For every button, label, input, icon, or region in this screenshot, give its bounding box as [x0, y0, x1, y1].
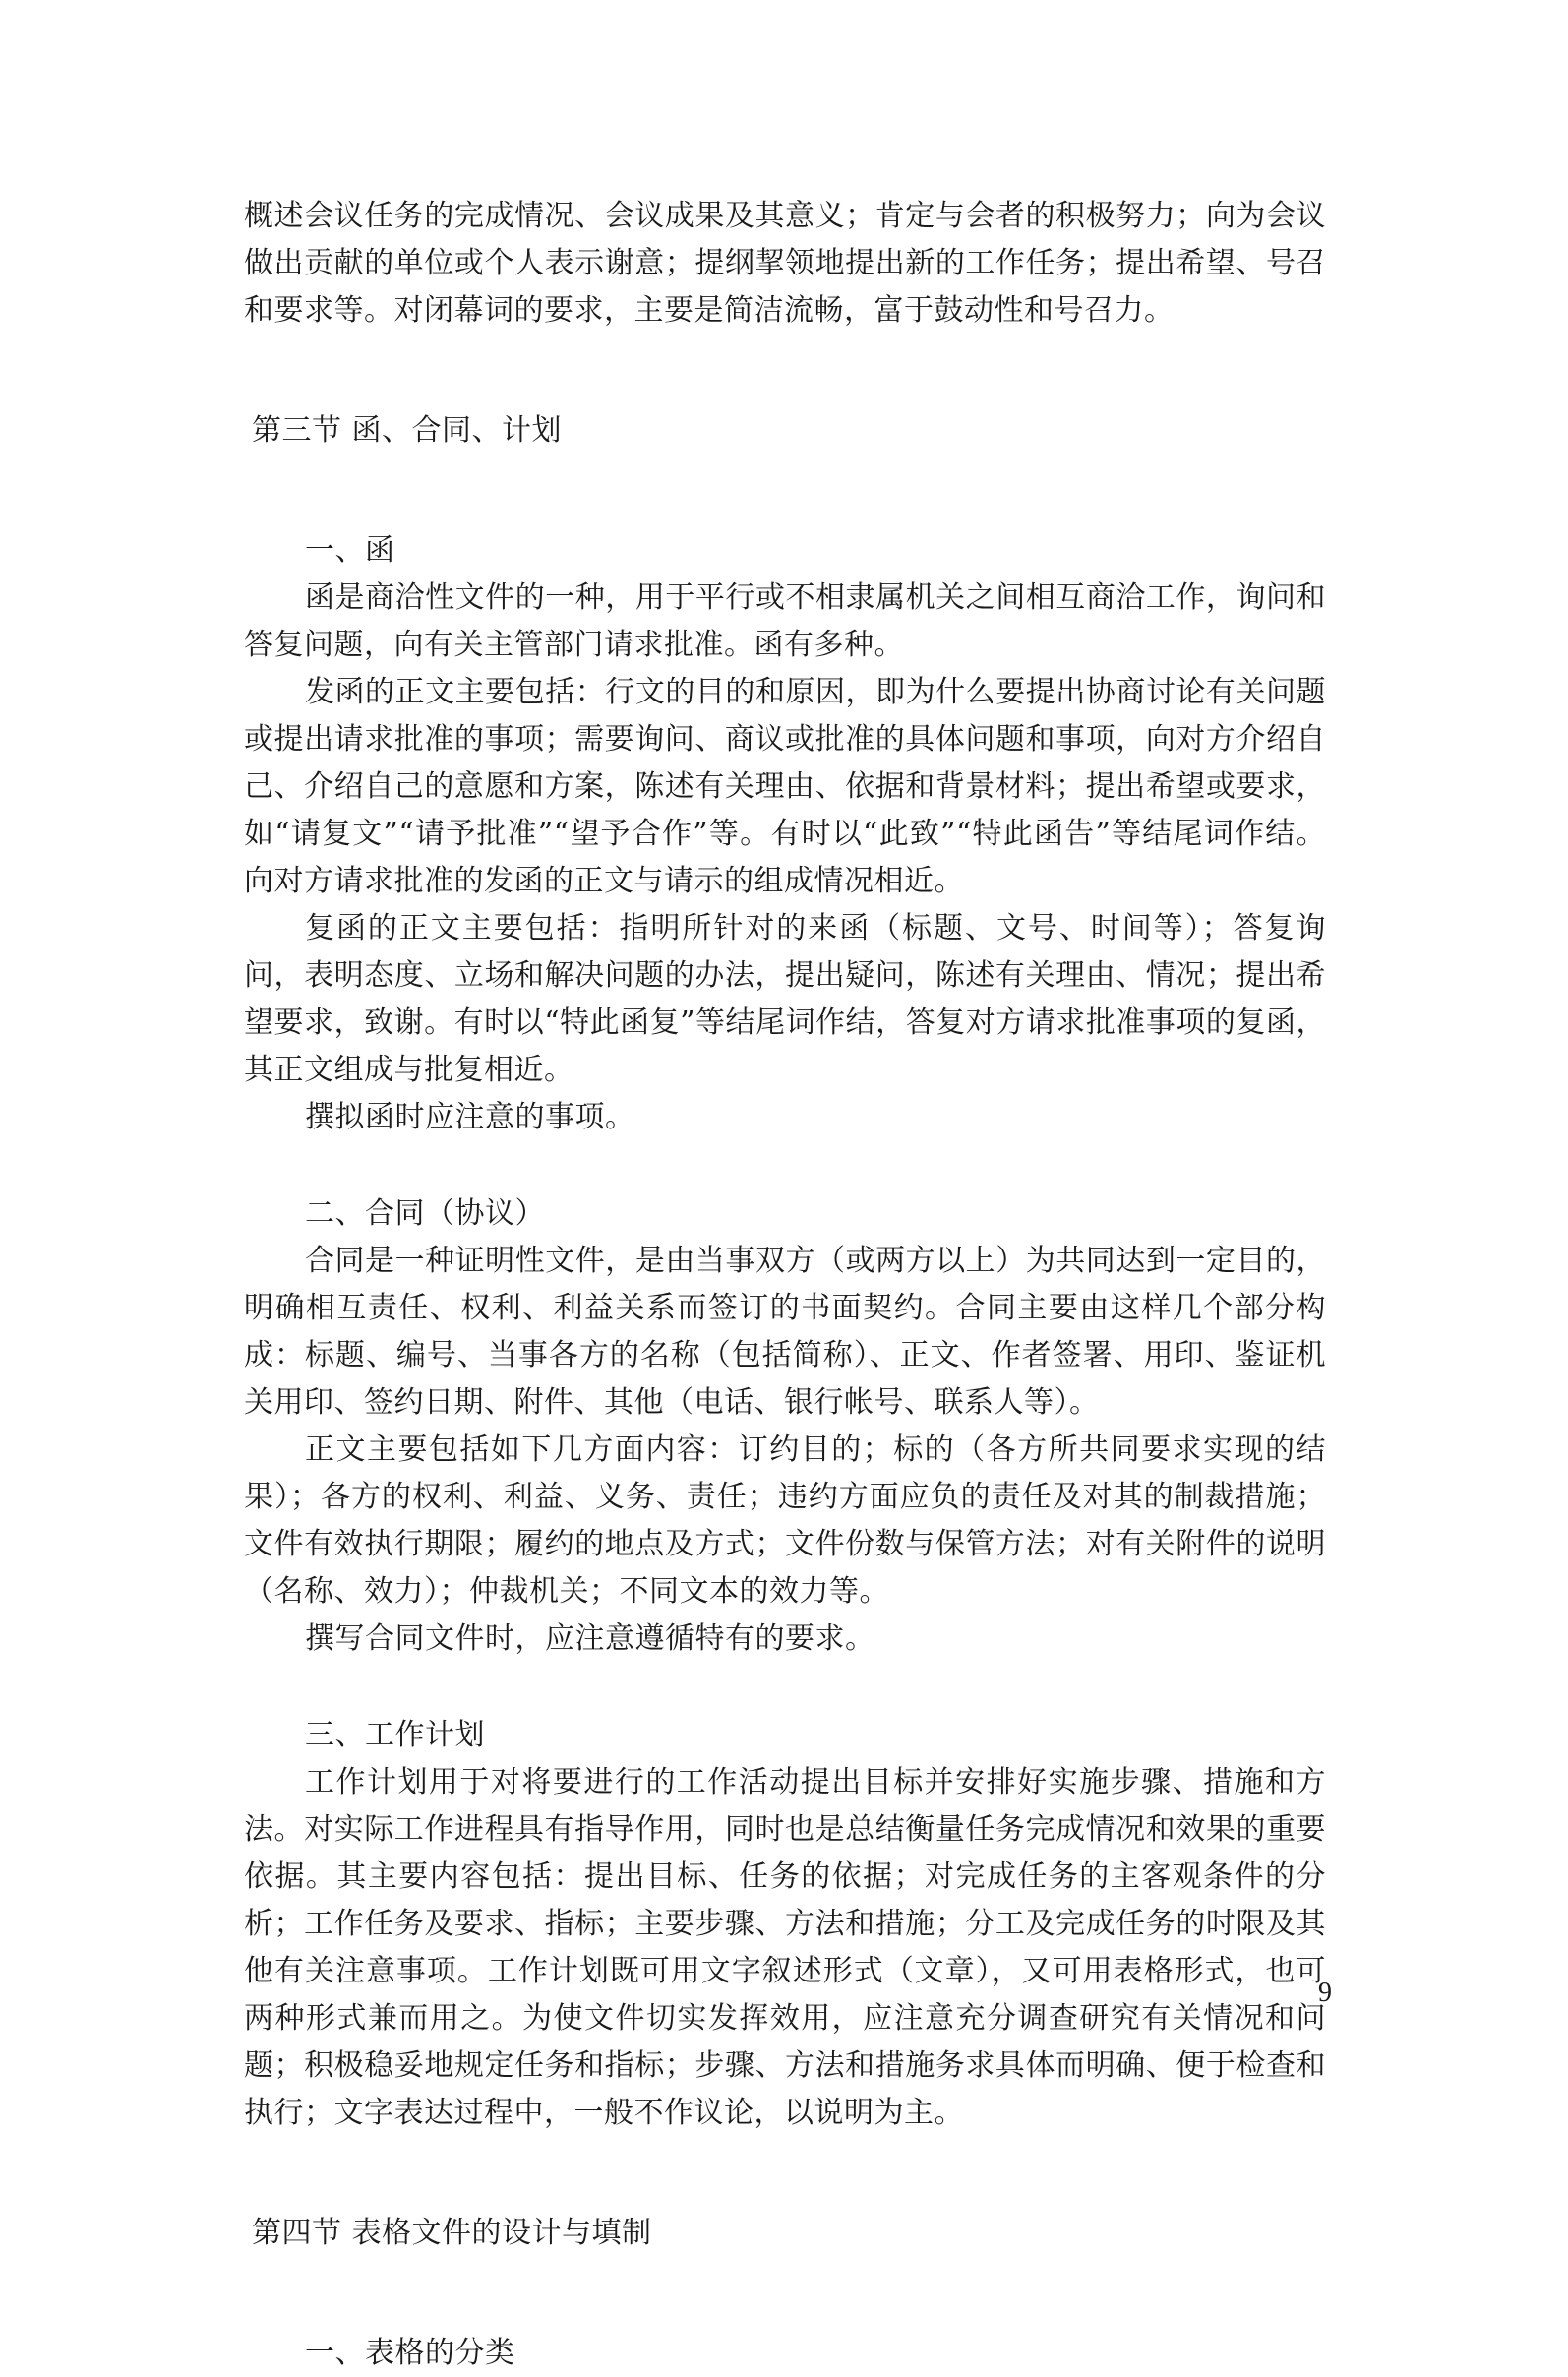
- letter-paragraph-3: 复函的正文主要包括：指明所针对的来函（标题、文号、时间等）；答复询问，表明态度、立场和解决问题的办法，提出疑问，陈述有关理由、情况；提出希望要求，致谢。有时以“特此函复”等结尾词作结，答复对方请求批准事项的复函，其正文组成与批复相近。: [244, 911, 1326, 1087]
- section-title-4: 第四节 表格文件的设计与填制: [252, 2216, 652, 2250]
- plan-paragraph-1: 工作计划用于对将要进行的工作活动提出目标并安排好实施步骤、措施和方法。对实际工作进程具有指导作用，同时也是总结衡量任务完成情况和效果的重要依据。其主要内容包括：提出目标、任务的依据；对完成任务的主客观条件的分析；工作任务及要求、指标；主要步骤、方法和措施；分工及完成任务的时限及其他有关注意事项。工作计划既可用文字叙述形式（文章），又可用表格形式，也可两种形式兼而用之。为使文件切实发挥效用，应注意充分调查研究有关情况和问题；积极稳妥地规定任务和指标；步骤、方法和措施务求具体而明确、便于检查和执行；文字表达过程中，一般不作议论，以说明为主。: [244, 1765, 1326, 2130]
- heading-plan: 三、工作计划: [305, 1718, 485, 1752]
- heading-letter: 一、函: [305, 533, 395, 568]
- letter-paragraph-4: 撰拟函时应注意的事项。: [305, 1100, 635, 1134]
- heading-contract: 二、合同（协议）: [305, 1196, 545, 1231]
- page-number: 9: [1318, 1978, 1332, 2008]
- letter-paragraph-2: 发函的正文主要包括：行文的目的和原因，即为什么要提出协商讨论有关问题或提出请求批准的事项；需要询问、商议或批准的具体问题和事项，向对方介绍自己、介绍自己的意愿和方案，陈述有关理由、依据和背景材料；提出希望或要求，如“请复文”“请予批准”“望予合作”等。有时以“此致”“特此函告”等结尾词作结。向对方请求批准的发函的正文与请示的组成情况相近。: [244, 675, 1326, 898]
- heading-table-classification: 一、表格的分类: [305, 2336, 515, 2370]
- opening-paragraph: 概述会议任务的完成情况、会议成果及其意义；肯定与会者的积极努力；向为会议做出贡献的单位或个人表示谢意；提纲挈领地提出新的工作任务；提出希望、号召和要求等。对闭幕词的要求，主要是简洁流畅，富于鼓动性和号召力。: [244, 199, 1326, 328]
- section-title-3: 第三节 函、合同、计划: [252, 413, 563, 448]
- contract-paragraph-1: 合同是一种证明性文件，是由当事双方（或两方以上）为共同达到一定目的，明确相互责任、权利、利益关系而签订的书面契约。合同主要由这样几个部分构成：标题、编号、当事各方的名称（包括简称）、正文、作者签署、用印、鉴证机关用印、签约日期、附件、其他（电话、银行帐号、联系人等）。: [244, 1244, 1326, 1420]
- letter-paragraph-1: 函是商洽性文件的一种，用于平行或不相隶属机关之间相互商洽工作，询问和答复问题，向有关主管部门请求批准。函有多种。: [244, 580, 1326, 662]
- contract-paragraph-3: 撰写合同文件时，应注意遵循特有的要求。: [305, 1621, 875, 1656]
- page-content: [244, 193, 1326, 2377]
- contract-paragraph-2: 正文主要包括如下几方面内容：订约目的；标的（各方所共同要求实现的结果）；各方的权利、利益、义务、责任；违约方面应负的责任及对其的制裁措施；文件有效执行期限；履约的地点及方式；文件份数与保管方法；对有关附件的说明（名称、效力）；仲裁机关；不同文本的效力等。: [244, 1432, 1326, 1609]
